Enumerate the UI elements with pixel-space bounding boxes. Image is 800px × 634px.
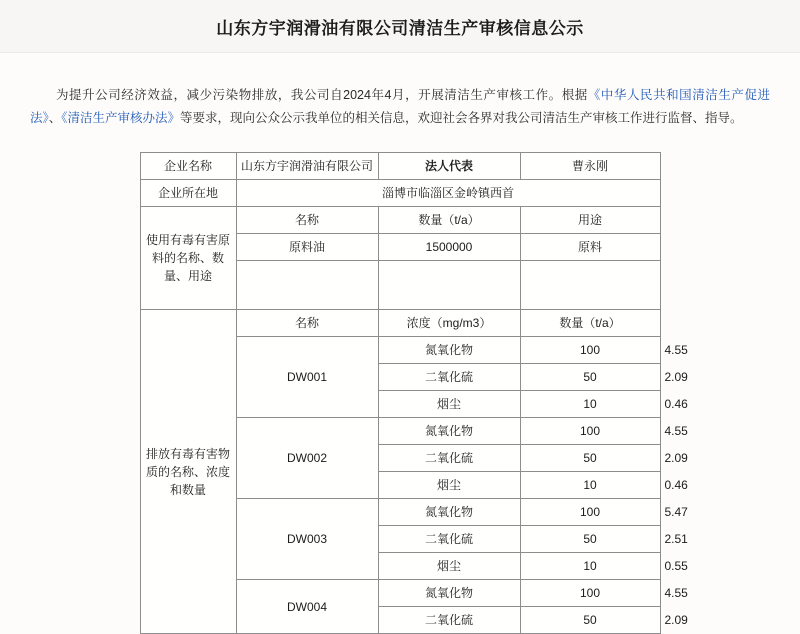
cell-pollutant-concentration: 10 bbox=[520, 472, 660, 499]
cell-pollutant-name: 二氧化硫 bbox=[378, 526, 520, 553]
cell-pollutant-name: 氮氧化物 bbox=[378, 580, 520, 607]
cell-pollutant-concentration: 50 bbox=[520, 364, 660, 391]
label-address: 企业所在地 bbox=[140, 180, 236, 207]
cell-pollutant-concentration: 100 bbox=[520, 499, 660, 526]
intro-separator: 、 bbox=[49, 111, 62, 125]
cell-pollutant-concentration: 100 bbox=[520, 337, 660, 364]
table-row-company bbox=[140, 153, 660, 180]
table-row: 烟尘 10 0.46 bbox=[140, 391, 660, 418]
table-row: 二氧化硫 50 2.09 bbox=[140, 445, 660, 472]
title-bar bbox=[0, 0, 800, 53]
cleaner-production-info-table bbox=[140, 152, 661, 634]
table-row-emission-headers bbox=[140, 310, 660, 337]
outlet-code-dw002: DW002 bbox=[236, 418, 378, 499]
cell-pollutant-name: 二氧化硫 bbox=[378, 364, 520, 391]
cell-pollutant-concentration: 100 bbox=[520, 418, 660, 445]
page-title: 山东方宇润滑油有限公司清洁生产审核信息公示 bbox=[216, 14, 584, 39]
value-company-name: 山东方宇润滑油有限公司 bbox=[236, 153, 378, 180]
header-raw-name: 名称 bbox=[236, 207, 378, 234]
cell-pollutant-name: 氮氧化物 bbox=[378, 418, 520, 445]
header-emission-amount: 数量（t/a） bbox=[520, 310, 660, 337]
value-legal-rep: 曹永刚 bbox=[520, 153, 660, 180]
cell-raw-spacer-2 bbox=[378, 261, 520, 310]
cell-pollutant-concentration: 50 bbox=[520, 445, 660, 472]
cell-pollutant-name: 二氧化硫 bbox=[378, 607, 520, 634]
outlet-code-dw003: DW003 bbox=[236, 499, 378, 580]
cell-pollutant-concentration: 50 bbox=[520, 526, 660, 553]
info-table-wrapper bbox=[28, 152, 772, 634]
outlet-code-dw001: DW001 bbox=[236, 337, 378, 418]
cell-pollutant-name: 氮氧化物 bbox=[378, 337, 520, 364]
value-address: 淄博市临淄区金岭镇西首 bbox=[236, 180, 660, 207]
cell-pollutant-name: 烟尘 bbox=[378, 391, 520, 418]
cell-pollutant-name: 烟尘 bbox=[378, 472, 520, 499]
table-row: DW001 氮氧化物 100 4.55 bbox=[140, 337, 660, 364]
table-row: 二氧化硫 50 2.09 bbox=[140, 607, 660, 634]
outlet-code-dw004: DW004 bbox=[236, 580, 378, 634]
cell-raw-use: 原料 bbox=[520, 234, 660, 261]
document-body bbox=[0, 66, 800, 634]
cell-pollutant-concentration: 100 bbox=[520, 580, 660, 607]
cell-raw-spacer-1 bbox=[236, 261, 378, 310]
cell-pollutant-concentration: 10 bbox=[520, 391, 660, 418]
intro-paragraph bbox=[28, 66, 772, 140]
header-raw-use: 用途 bbox=[520, 207, 660, 234]
cell-pollutant-concentration: 50 bbox=[520, 607, 660, 634]
table-row: DW004 氮氧化物 100 4.55 bbox=[140, 580, 660, 607]
table-row: 二氧化硫 50 2.09 bbox=[140, 364, 660, 391]
header-raw-amount: 数量（t/a） bbox=[378, 207, 520, 234]
table-row-address bbox=[140, 180, 660, 207]
table-row: 烟尘 10 0.46 bbox=[140, 472, 660, 499]
cell-pollutant-name: 二氧化硫 bbox=[378, 445, 520, 472]
law-link-audit-measures[interactable]: 《清洁生产审核办法》 bbox=[61, 111, 180, 125]
cell-raw-amount: 1500000 bbox=[378, 234, 520, 261]
cell-pollutant-name: 烟尘 bbox=[378, 553, 520, 580]
table-row: 二氧化硫 50 2.51 bbox=[140, 526, 660, 553]
label-raw-material-block: 使用有毒有害原料的名称、数量、用途 bbox=[140, 207, 236, 310]
label-legal-rep: 法人代表 bbox=[378, 153, 520, 180]
header-emission-concentration: 浓度（mg/m3） bbox=[378, 310, 520, 337]
label-company-name: 企业名称 bbox=[140, 153, 236, 180]
cell-pollutant-name: 氮氧化物 bbox=[378, 499, 520, 526]
intro-text-part2: 等要求，现向公众公示我单位的相关信息，欢迎社会各界对我公司清洁生产审核工作进行监督、指导。 bbox=[180, 111, 743, 125]
cell-pollutant-concentration: 10 bbox=[520, 553, 660, 580]
cell-raw-spacer-3 bbox=[520, 261, 660, 310]
law-link-cleaner-production-promotion[interactable]: 《中华人民共和国清洁生产促进法》 bbox=[30, 88, 770, 125]
table-row: DW003 氮氧化物 100 5.47 bbox=[140, 499, 660, 526]
intro-text-part1: 为提升公司经济效益，减少污染物排放，我公司自2024年4月，开展清洁生产审核工作。根据 bbox=[56, 88, 588, 102]
table-row: 烟尘 10 0.55 bbox=[140, 553, 660, 580]
cell-raw-name: 原料油 bbox=[236, 234, 378, 261]
table-row: DW002 氮氧化物 100 4.55 bbox=[140, 418, 660, 445]
table-row-raw-headers bbox=[140, 207, 660, 234]
label-emission-block: 排放有毒有害物质的名称、浓度和数量 bbox=[140, 310, 236, 634]
header-emission-name: 名称 bbox=[236, 310, 378, 337]
